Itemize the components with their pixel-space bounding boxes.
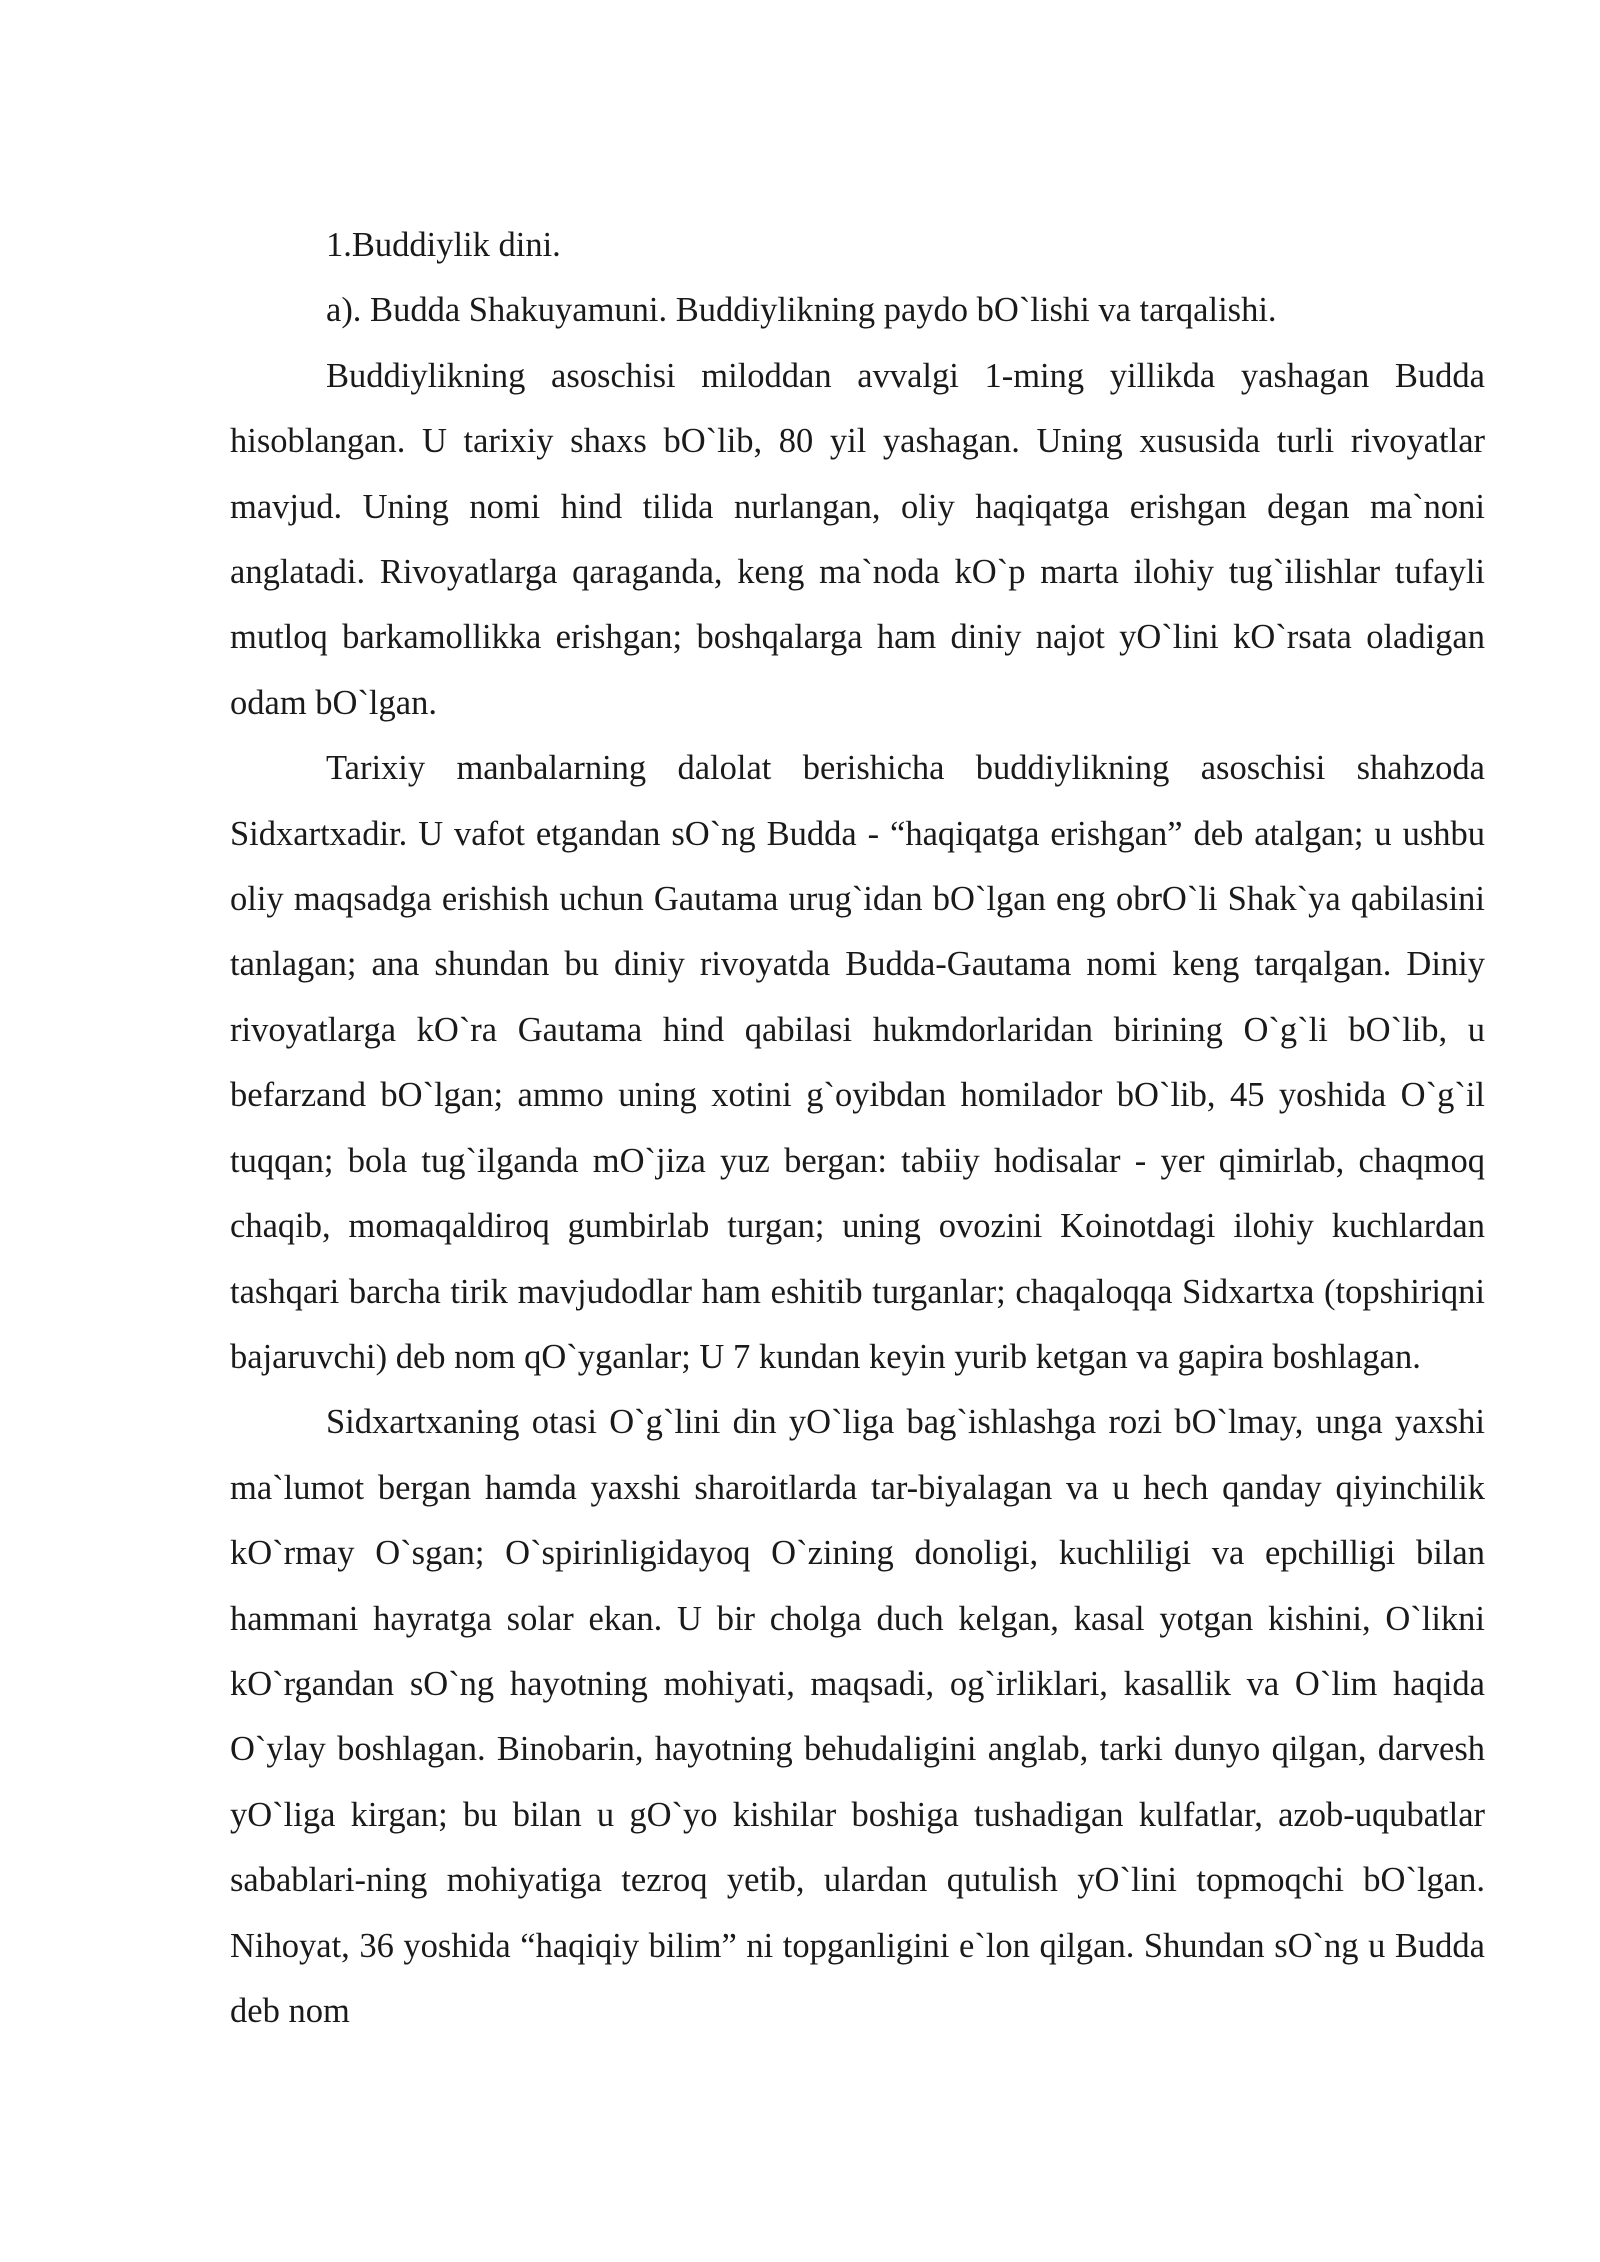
subsection-heading: a). Budda Shakuyamuni. Buddiylikning paydo bO`lishi va tarqalishi. [326, 291, 1277, 330]
paragraph-3: Sidxartxaning otasi O`g`lini din yO`liga bag`ishlashga rozi bO`lmay, unga yaxshi ma`lumot bergan hamda yaxshi sharoitlarda tar-biyalagan va u hech qanday qiyinchilik kO`rmay O`sgan; O`spirinligidayoq O`zining donoligi, kuchliligi va epchilligi bilan hammani hayratga solar ekan. U bir cholga duch kelgan, kasal yotgan kishini, O`likni kO`rgandan sO`ng hayotning mohiyati, maqsadi, og`irliklari, kasallik va O`lim haqida O`ylay boshlagan. Binobarin, hayotning behudaligini anglab, tarki dunyo qilgan, darvesh yO`liga kirgan; bu bilan u gO`yo kishilar boshiga tushadigan kulfatlar, azob-uqubatlar sabablari-ning mohiyatiga tezroq yetib, ulardan qutulish yO`lini topmoqchi bO`lgan. Nihoyat, 36 yoshida “haqiqiy bilim” ni topganligini e`lon qilgan. Shundan sO`ng u Budda deb nom [230, 1403, 1485, 2030]
paragraph-2: Tarixiy manbalarning dalolat berishicha buddiylikning asoschisi shahzoda Sidxartxadir. U vafot etgandan sO`ng Budda - “haqiqatga erishgan” deb atalgan; u ushbu oliy maqsadga erishish uchun Gautama urug`idan bO`lgan eng obrO`li Shak`ya qabilasini tanlagan; ana shundan bu diniy rivoyatda Budda-Gautama nomi keng tarqalgan. Diniy rivoyatlarga kO`ra Gautama hind qabilasi hukmdorlaridan birining O`g`li bO`lib, u befarzand bO`lgan; ammo uning xotini g`oyibdan homilador bO`lib, 45 yoshida O`g`il tuqqan; bola tug`ilganda mO`jiza yuz bergan: tabiiy hodisalar - yer qimirlab, chaqmoq chaqib, momaqaldiroq gumbirlab turgan; uning ovozini Koinotdagi ilohiy kuchlardan tashqari barcha tirik mavjudodlar ham eshitib turganlar; chaqaloqqa Sidxartxa (topshiriqni bajaruvchi) deb nom qO`yganlar; U 7 kundan keyin yurib ketgan va gapira boshlagan. [230, 749, 1485, 1376]
section-heading: 1.Buddiylik dini. [326, 226, 561, 264]
document-body [230, 213, 1485, 2044]
paragraph-1: Buddiylikning asoschisi miloddan avvalgi 1-ming yillikda yashagan Budda hisoblangan. U tarixiy shaxs bO`lib, 80 yil yashagan. Uning xususida turli rivoyatlar mavjud. Uning nomi hind tilida nurlangan, oliy haqiqatga erishgan degan ma`noni anglatadi. Rivoyatlarga qaraganda, keng ma`noda kO`p marta ilohiy tug`ilishlar tufayli mutloq barkamollikka erishgan; boshqalarga ham diniy najot yO`lini kO`rsata oladigan odam bO`lgan. [230, 356, 1485, 722]
